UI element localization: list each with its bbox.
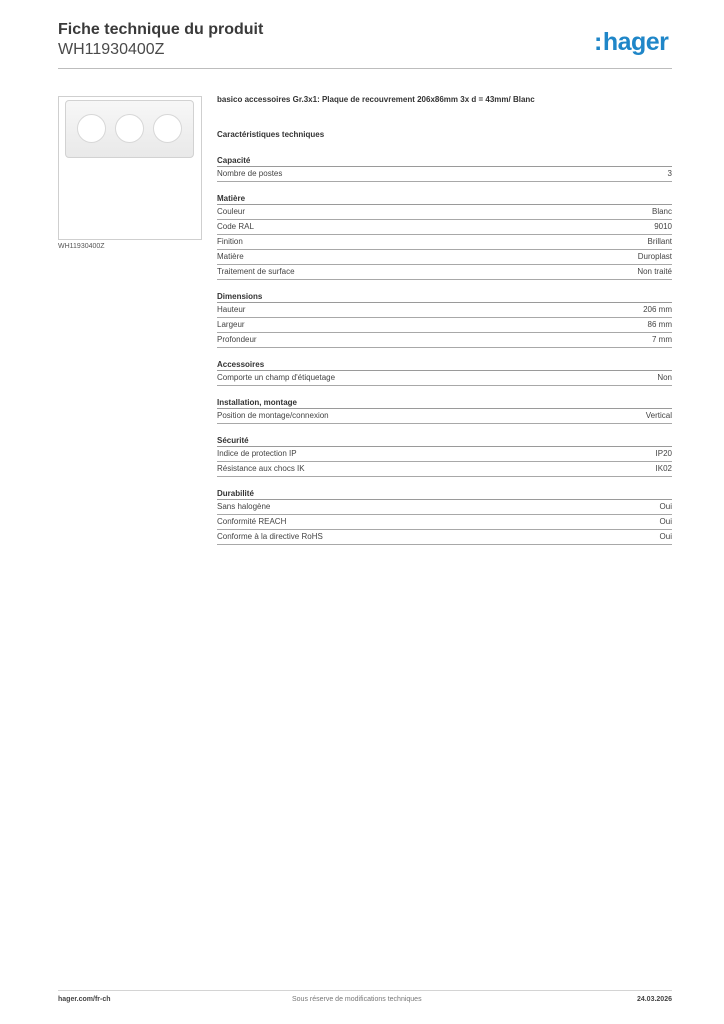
product-image	[58, 96, 202, 240]
spec-section-title: Dimensions	[217, 291, 672, 303]
image-caption: WH11930400Z	[58, 243, 105, 250]
spec-row	[217, 500, 672, 515]
spec-label: Profondeur	[217, 335, 257, 344]
spec-row	[217, 265, 672, 280]
spec-section-title: Matière	[217, 193, 672, 205]
spec-value: Oui	[659, 532, 672, 541]
spec-row	[217, 447, 672, 462]
spec-section-title: Installation, montage	[217, 397, 672, 409]
spec-section-title: Accessoires	[217, 359, 672, 371]
spec-row	[217, 515, 672, 530]
header-divider	[58, 68, 672, 69]
product-reference: WH11930400Z	[58, 41, 165, 58]
spec-row	[217, 409, 672, 424]
spec-label: Conforme à la directive RoHS	[217, 532, 323, 541]
spec-value: Non traité	[637, 267, 672, 276]
spec-value: Oui	[659, 502, 672, 511]
spec-value: 86 mm	[647, 320, 672, 329]
spec-value: 9010	[654, 222, 672, 231]
spec-value: 7 mm	[652, 335, 672, 344]
spec-value: Vertical	[645, 411, 672, 420]
footer-date: 24.03.2026	[636, 996, 672, 1003]
spec-row	[217, 167, 672, 182]
spec-label: Sans halogène	[217, 502, 271, 511]
spec-row	[217, 250, 672, 265]
spec-label: Hauteur	[217, 305, 246, 314]
spec-value: Duroplast	[637, 252, 672, 261]
socket-opening	[77, 114, 106, 143]
spec-label: Comporte un champ d'étiquetage	[217, 373, 336, 382]
spec-value: Oui	[659, 517, 672, 526]
spec-value: Brillant	[647, 237, 672, 246]
spec-row	[217, 205, 672, 220]
spec-section	[217, 193, 672, 280]
spec-row	[217, 303, 672, 318]
spec-value: 3	[667, 169, 672, 178]
spec-label: Code RAL	[217, 222, 254, 231]
footer-notice: Sous réserve de modifications techniques	[292, 996, 422, 1003]
spec-label: Conformité REACH	[217, 517, 287, 526]
spec-row	[217, 235, 672, 250]
spec-section	[217, 291, 672, 348]
logo-text: hager	[602, 28, 669, 56]
document-header	[58, 20, 263, 60]
spec-label: Couleur	[217, 207, 246, 216]
spec-row	[217, 462, 672, 477]
spec-section	[217, 359, 672, 386]
product-description: basico accessoires Gr.3x1: Plaque de recouvrement 206x86mm 3x d = 43mm/ Blanc	[217, 95, 535, 104]
spec-label: Position de montage/connexion	[217, 411, 329, 420]
spec-row	[217, 371, 672, 386]
spec-row	[217, 530, 672, 545]
spec-value: IK02	[655, 464, 672, 473]
spec-label: Traitement de surface	[217, 267, 295, 276]
cover-plate-illustration	[65, 100, 194, 158]
spec-value: Non	[657, 373, 672, 382]
footer-website-link[interactable]: hager.com/fr-ch	[58, 996, 111, 1003]
specifications-panel	[217, 93, 672, 556]
spec-sections	[217, 155, 672, 545]
spec-label: Nombre de postes	[217, 169, 283, 178]
spec-value: 206 mm	[643, 305, 672, 314]
spec-value: IP20	[655, 449, 672, 458]
spec-section-title: Capacité	[217, 155, 672, 167]
spec-label: Largeur	[217, 320, 245, 329]
spec-section	[217, 435, 672, 477]
spec-section	[217, 155, 672, 182]
spec-section-title: Sécurité	[217, 435, 672, 447]
specifications-heading: Caractéristiques techniques	[217, 130, 325, 139]
hager-logo: :hager	[594, 28, 669, 56]
spec-section-title: Durabilité	[217, 488, 672, 500]
document-title: Fiche technique du produit	[58, 21, 264, 38]
spec-label: Indice de protection IP	[217, 449, 297, 458]
spec-label: Matière	[217, 252, 244, 261]
spec-row	[217, 220, 672, 235]
spec-section	[217, 397, 672, 424]
spec-label: Résistance aux chocs IK	[217, 464, 305, 473]
spec-row	[217, 333, 672, 348]
footer-divider	[58, 990, 672, 991]
spec-label: Finition	[217, 237, 243, 246]
socket-opening	[153, 114, 182, 143]
spec-value: Blanc	[651, 207, 672, 216]
spec-section	[217, 488, 672, 545]
socket-opening	[115, 114, 144, 143]
spec-row	[217, 318, 672, 333]
